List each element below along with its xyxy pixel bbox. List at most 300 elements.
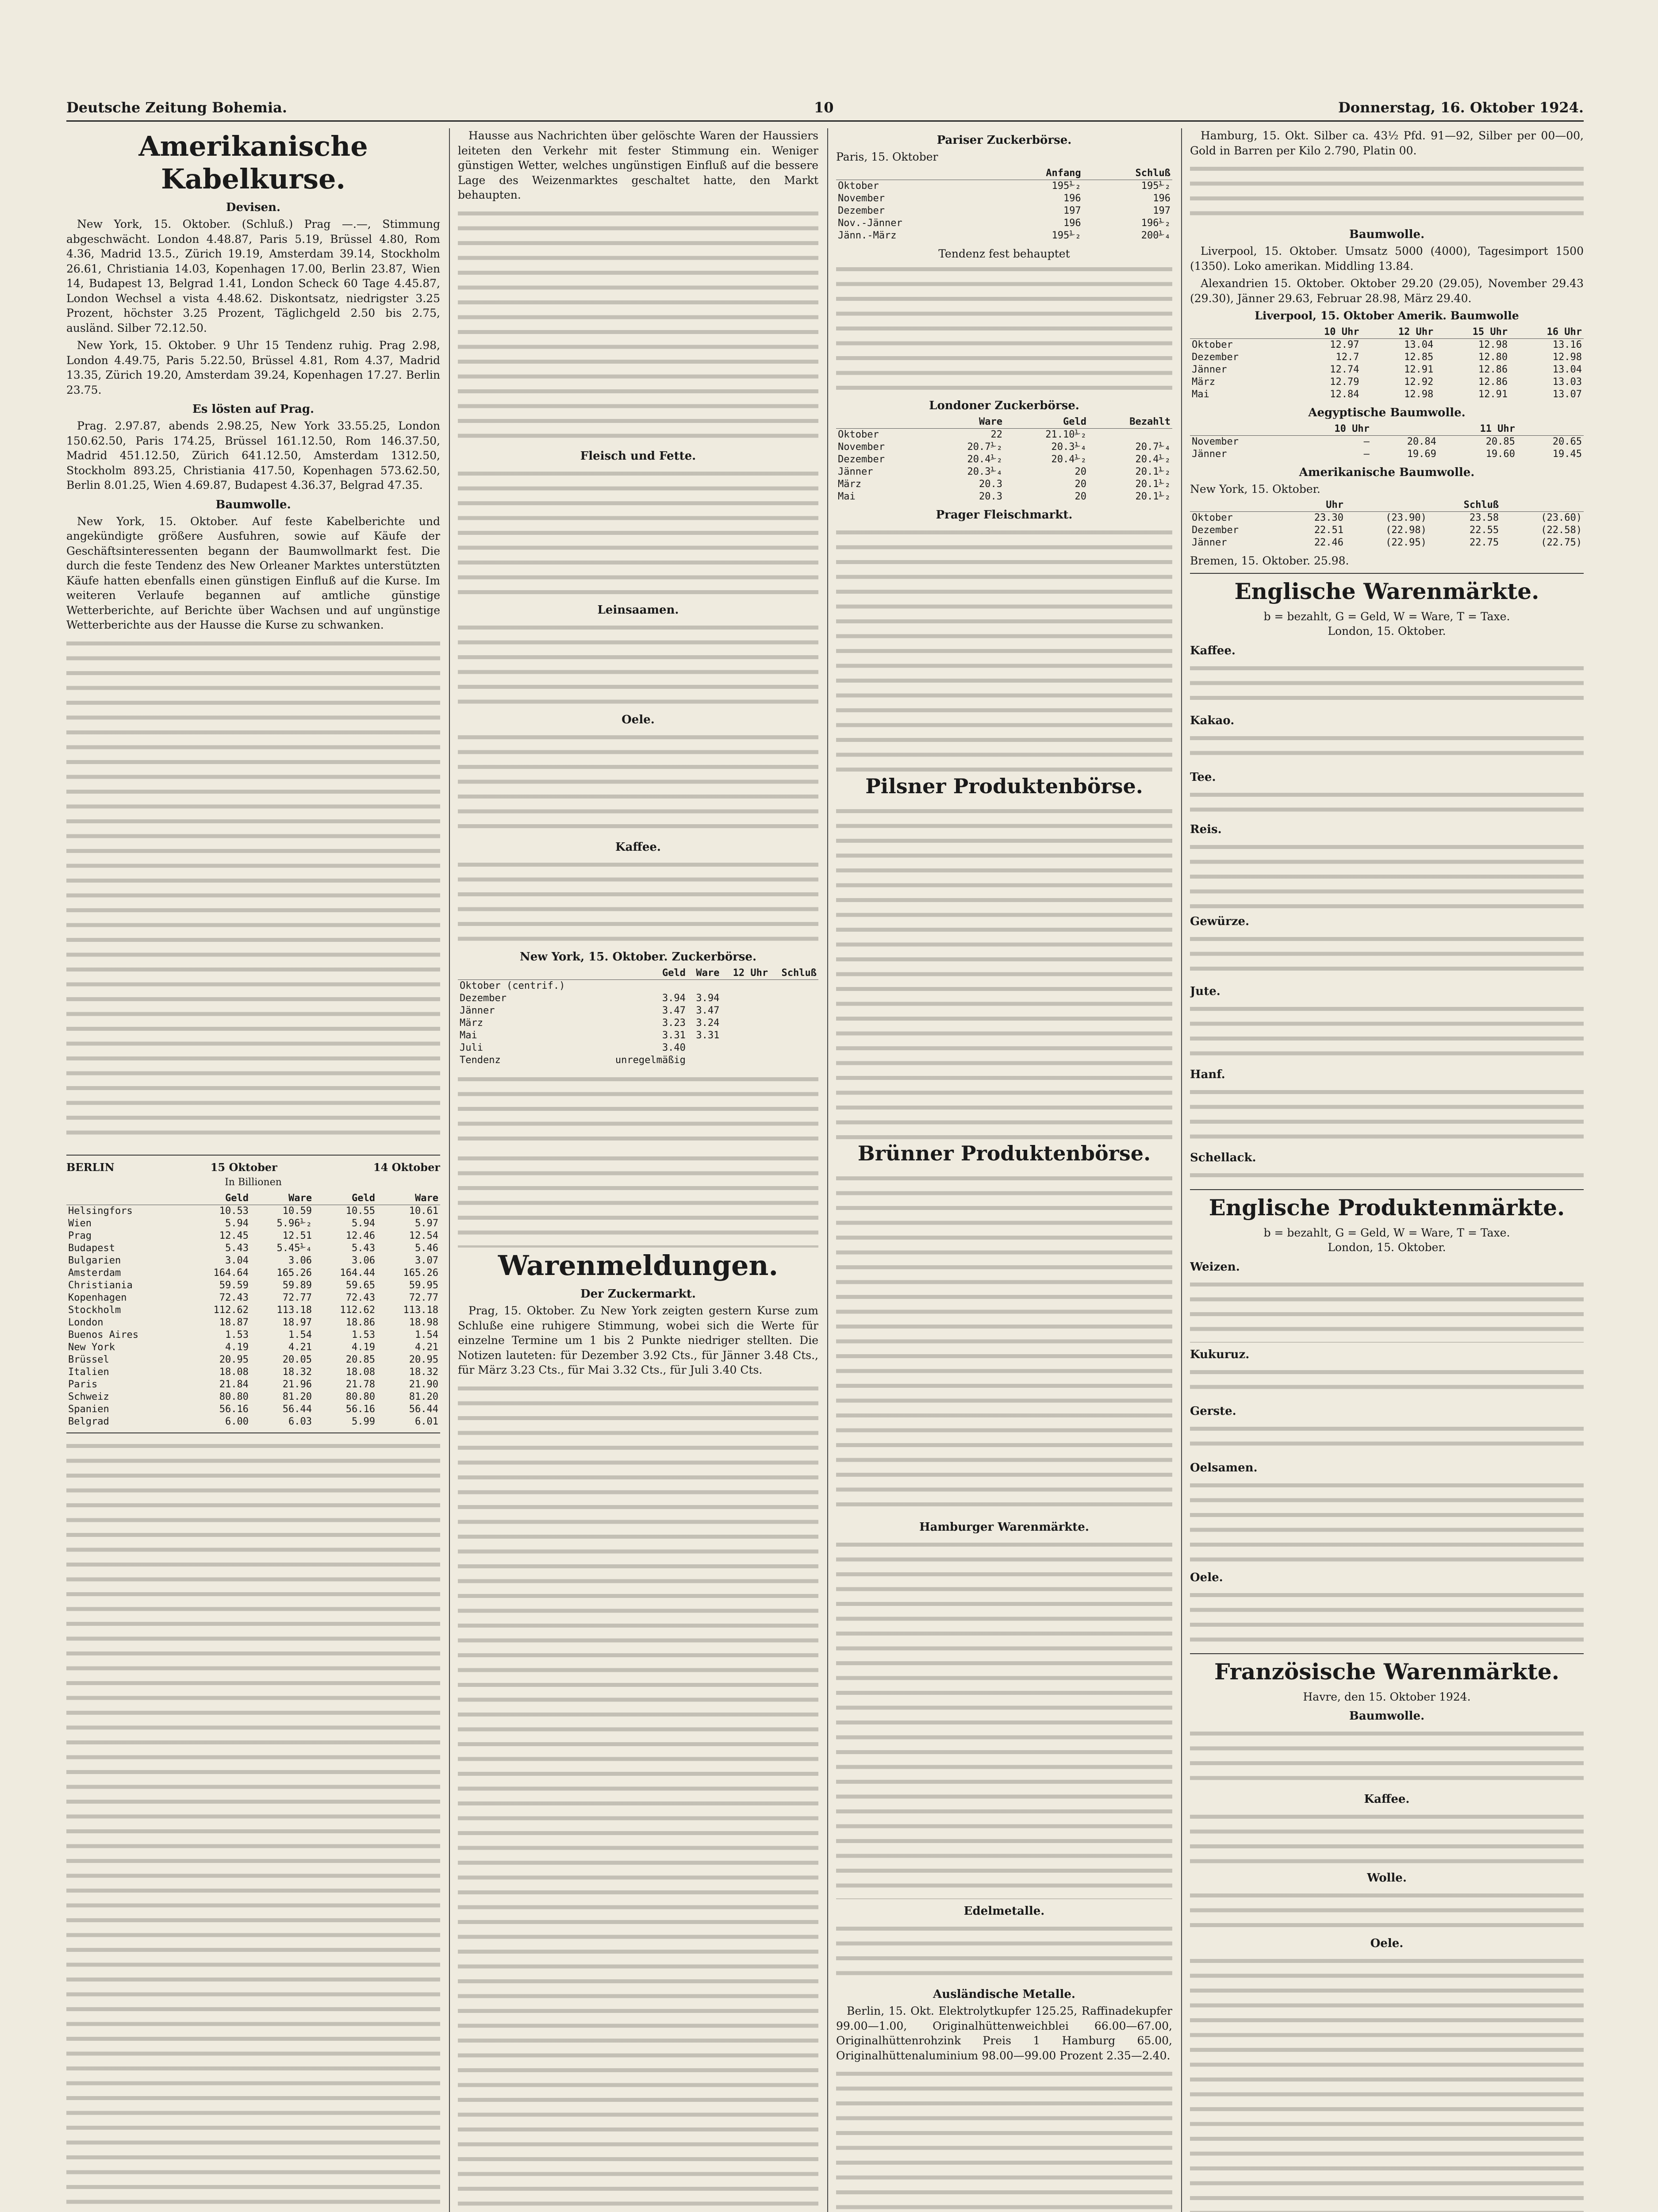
article-zuckermarkt: Prag, 15. Oktober. Zu New York zeigten gestern Kurse zum Schluße eine ruhigere Stimmung, wobei sich die Werte für einzelne Termine um 1 bis 2 Punkte niedriger stellten. Die Notizen lauteten: für Dezember 3.92 Cts., für Jänner 3.48 Cts., für März 3.23 Cts., für Mai 3.32 Cts., für Juli 3.40 Cts. [458,1304,818,1376]
article-continuation [836,2066,1172,2212]
subhead-franz-baumwolle: Baumwolle. [1349,1709,1425,1723]
london-zucker-row [836,429,1172,442]
table-header-cell: 12 Uhr [721,967,770,980]
table-cell: 4.19 [225,1342,249,1353]
pariser-terminmarkt [836,261,1172,394]
table-cell [721,1017,770,1029]
berlin-row [66,1354,440,1366]
table-cell: 3.40 [662,1042,686,1053]
table-cell: 22.46 [1314,537,1344,548]
subhead-londoner-zucker: Londoner Zuckerbörse. [929,399,1079,412]
table-cell: November [838,442,885,453]
subhead-fleisch: Fleisch und Fette. [580,449,696,463]
table-cell: 164.64 [213,1267,249,1279]
table-cell: 20.4⅟₂ [1135,454,1171,465]
table-cell: 3.06 [288,1255,312,1266]
table-cell: 18.98 [409,1317,438,1328]
table-cell: 21.78 [345,1379,375,1390]
divider [66,1432,440,1433]
article-continuation [1190,1725,1584,1787]
table-cell: 20 [1075,466,1086,477]
header-page-number: 10 [814,99,834,116]
subhead-kakao: Kakao. [1190,714,1235,727]
table-cell [770,1017,818,1029]
zucker-row [458,1054,818,1067]
article-continuation [1190,1084,1584,1146]
article-continuation [1190,1001,1584,1063]
subhead-prager-fleisch: Prager Fleischmarkt. [936,508,1073,522]
table-cell: Mai [838,491,856,502]
table-cell: 113.18 [276,1305,312,1316]
table-header-cell: Ware [377,1192,440,1205]
table-cell: 18.32 [282,1367,312,1378]
table-cell [770,1029,818,1042]
liverpool-table-title: Liverpool, 15. Oktober Amerik. Baumwolle [1255,309,1519,322]
table-cell: Nov.-Jänner [838,217,902,229]
subhead-jute: Jute. [1190,984,1220,998]
table-cell: 4.21 [415,1342,438,1353]
table-header-cell: Geld [187,1192,250,1205]
table-cell [721,1005,770,1017]
berlin-exchange-box [66,1150,440,2212]
subhead-oele: Oele. [622,713,655,726]
article-hamburg-silber: Hamburg, 15. Okt. Silber ca. 43½ Pfd. 91—92, Silber per 00—00, Gold in Barren per Kilo 2.790, Platin 00. [1190,129,1584,157]
table-cell: 20.1⅟₂ [1135,491,1171,502]
table-cell: 3.94 [662,992,686,1004]
subhead-aegypt-baumwolle: Aegyptische Baumwolle. [1308,406,1466,419]
table-cell: 1.53 [351,1329,375,1340]
table-cell: (23.60) [1541,512,1582,523]
subhead-zuckermarkt: Der Zuckermarkt. [580,1287,696,1301]
engl-prod-city: London, 15. Oktober. [1328,1241,1446,1254]
berlin-row [66,1230,440,1242]
table-cell: 112.62 [340,1305,375,1316]
table-cell: Schweiz [68,1391,109,1402]
table-cell: 20.3⅟₄ [967,466,1002,477]
table-cell: 18.97 [282,1317,312,1328]
table-cell: Helsingfors [68,1206,133,1217]
liverpool-row [1190,338,1584,351]
table-cell: 19.69 [1407,448,1436,460]
table-cell: 59.65 [345,1280,375,1291]
table-cell: Dezember [1192,351,1239,363]
table-cell: März [838,479,861,490]
liverpool-row [1190,388,1584,401]
table-header-cell: Ware [931,416,1004,429]
table-cell: 10.55 [345,1206,375,1217]
subhead-hamburger: Hamburger Warenmärkte. [919,1521,1089,1534]
engl-prod-legend: b = bezahlt, G = Geld, W = Ware, T = Taxe. [1263,1226,1510,1239]
article-continuation [1190,931,1584,979]
table-cell: New York [68,1342,115,1353]
table-cell: 6.01 [415,1416,438,1427]
subhead-oelsamen: Oelsamen. [1190,1461,1258,1475]
table-cell: 12.46 [345,1230,375,1241]
table-cell: 13.04 [1552,364,1582,375]
table-cell: 196 [1063,217,1081,229]
table-cell: 3.47 [696,1005,720,1016]
table-cell: 22.51 [1314,525,1344,536]
table-cell: (23.90) [1386,512,1427,523]
table-cell: November [838,192,885,204]
table-cell: Mai [460,1029,477,1041]
table-cell: 12.98 [1404,388,1434,400]
table-cell: 12.91 [1404,364,1434,375]
page-header [66,97,1584,122]
table-cell: 12.45 [219,1230,249,1241]
table-cell: 12.86 [1478,364,1508,375]
article-auslandsmetalle: Berlin, 15. Okt. Elektrolytkupfer 125.25, Raffinadekupfer 99.00—1.00, Originalhüttenweichblei 66.00—67.00, Originalhüttenrohzink Preis 1 Hamburg 65.00, Originalhüttenaluminium 98.00—99.00 Prozent 2.35—2.40. [836,2005,1172,2062]
table-cell: 196⅟₂ [1141,217,1171,229]
table-cell: 196 [1153,192,1171,204]
table-cell: Tendenz [460,1054,501,1066]
table-cell: 20.85 [345,1354,375,1365]
table-cell: Stockholm [68,1305,121,1316]
subhead-amerik-baumwolle: Amerikanische Baumwolle. [1299,465,1475,479]
berlin-table-header [66,1160,440,1175]
table-header-cell: Geld [314,1192,377,1205]
table-cell: 195⅟₂ [1052,230,1081,241]
table-cell: 5.94 [351,1218,375,1229]
table-cell: 12.54 [409,1230,438,1241]
subhead-kukuruz: Kukuruz. [1190,1348,1250,1361]
subhead-schellack: Schellack. [1190,1151,1256,1164]
berlin-row [66,1317,440,1329]
article-continuation [1190,161,1584,223]
section-title-engl-produkte: Englische Produktenmärkte. [1209,1194,1565,1221]
table-cell [770,992,818,1005]
berlin-title: BERLIN [66,1161,115,1174]
table-cell: 72.43 [345,1292,375,1303]
table-header-cell [66,1192,187,1205]
table-cell: 12.98 [1478,339,1508,350]
table-cell: Jänner [1192,537,1227,548]
amerik-city: New York, 15. Oktober. [1190,482,1320,495]
table-cell: 59.59 [219,1280,249,1291]
subhead-zuckerboerse: New York, 15. Oktober. Zuckerbörse. [519,950,757,964]
table-cell: 13.07 [1552,388,1582,400]
berlin-row [66,1391,440,1403]
table-cell: 1.54 [415,1329,438,1340]
berlin-date-1: 15 Oktober [210,1161,277,1174]
berlin-row [66,1403,440,1416]
table-cell: 80.80 [345,1391,375,1402]
table-cell: Oktober [838,180,879,192]
table-cell: 20.84 [1407,436,1436,447]
liverpool-row [1190,351,1584,364]
table-cell: 18.08 [345,1367,375,1378]
zucker-row [458,1017,818,1029]
table-cell: 20.3⅟₄ [1051,442,1086,453]
berlin-row [66,1255,440,1267]
franz-city: Havre, den 15. Oktober 1924. [1303,1690,1471,1703]
amerik-table [1190,499,1584,549]
table-header-cell: Anfang [993,167,1082,180]
section-title-franz-waren: Französische Warenmärkte. [1214,1658,1560,1685]
berlin-row [66,1292,440,1304]
article-continuation [1190,1809,1584,1866]
article-continuation [458,856,818,945]
table-cell [721,979,770,992]
table-header-cell [1190,423,1293,436]
divider [66,1155,440,1156]
table-cell: Jänner [1192,364,1227,375]
table-cell: 59.89 [282,1280,312,1291]
liverpool-row [1190,376,1584,388]
paris-zucker-row [836,192,1172,205]
column-2 [458,128,818,1142]
subhead-weizen: Weizen. [1190,1260,1240,1274]
subhead-franz-kaffee: Kaffee. [1364,1793,1410,1806]
column-rule [827,128,828,2212]
table-cell: 165.26 [403,1267,438,1279]
section-title-kabelkurse: Amerikanische Kabelkurse. [138,130,368,195]
table-cell: 3.31 [696,1029,720,1041]
paris-zucker-row [836,217,1172,230]
table-cell: 20.1⅟₂ [1135,479,1171,490]
table-cell: 18.87 [219,1317,249,1328]
berlin-row [66,1416,440,1428]
paris-zucker-row [836,230,1172,242]
subhead-leinsamen: Leinsaamen. [597,603,679,617]
berlin-row [66,1341,440,1354]
table-header-cell [1501,499,1584,512]
table-cell: Dezember [460,992,507,1004]
subhead-tee: Tee. [1190,770,1216,784]
table-cell: 4.21 [288,1342,312,1353]
article-continuation [1190,1421,1584,1456]
table-cell: 5.43 [351,1243,375,1254]
table-cell: 20.85 [1485,436,1515,447]
column-1 [66,128,440,1142]
london-zucker-row [836,466,1172,478]
table-header-cell: 10 Uhr [1287,326,1361,339]
zucker-row [458,1029,818,1042]
article-continuation [836,1170,1172,1515]
table-cell: 5.94 [225,1218,249,1229]
table-header-cell: Geld [595,967,687,980]
table-cell: 56.16 [345,1404,375,1415]
table-cell: Oktober [1192,339,1233,350]
subhead-hanf: Hanf. [1190,1068,1225,1081]
article-liverpool: Liverpool, 15. Oktober. Umsatz 5000 (4000), Tagesimport 1500 (1350). Loko amerikan. Middling 13.84. [1190,245,1584,273]
table-cell: 21.10⅟₂ [1045,429,1086,440]
table-cell [687,979,722,992]
table-cell: (22.98) [1386,525,1427,536]
subhead-baumwolle: Baumwolle. [215,498,291,511]
table-cell: 12.97 [1330,339,1359,350]
table-cell [770,1005,818,1017]
paris-zucker-table [836,167,1172,242]
table-cell: Dezember [838,454,885,465]
table-cell: 20.1⅟₂ [1135,466,1171,477]
exchange-quotations [66,1438,440,2212]
table-cell: 5.97 [415,1218,438,1229]
table-cell: — [1363,436,1370,447]
table-header-cell: 15 Uhr [1435,326,1509,339]
table-cell: 10.61 [409,1206,438,1217]
column-4 [1190,128,1584,2212]
subhead-baumwolle: Baumwolle. [1349,228,1425,241]
table-cell: 12.51 [282,1230,312,1241]
table-cell: 3.94 [696,992,720,1004]
divider [1190,1653,1584,1654]
zucker-row [458,992,818,1005]
table-cell: Amsterdam [68,1267,121,1279]
table-cell: 18.86 [345,1317,375,1328]
table-cell: 3.31 [662,1029,686,1041]
table-cell: 72.77 [409,1292,438,1303]
table-cell: 20.4⅟₂ [967,454,1002,465]
column-3 [836,128,1172,2212]
table-cell [687,1042,722,1054]
table-cell: 21.96 [282,1379,312,1390]
subhead-franz-wolle: Wolle. [1367,1871,1407,1885]
paris-date: Paris, 15. Oktober [836,150,938,163]
paris-tendenz: Tendenz fest behauptet [938,247,1070,260]
table-cell: 5.96⅟₂ [276,1218,312,1229]
aegypt-row [1190,435,1584,448]
table-cell: 20.3 [979,479,1002,490]
article-devisen: New York, 15. Oktober. (Schluß.) Prag —.—, Stimmung abgeschwächt. London 4.48.87, Paris 5.19, Brüssel 4.80, Rom 4.36, Madrid 13.5., Zürich 19.19, Amsterdam 39.14, Stockholm 26.61, Christiania 14.03, Kopenhagen 17.00, Berlin 23.87, Wien 14, Budapest 13, Belgrad 1.41, London Scheck 60 Tage 4.45.87, London Wechsel a vista 4.48.62. Diskontsatz, niedrigster 3.25 Prozent, höchster 3.25 Prozent, Täglichgeld 2.50 bis 2.75, ausländ. Silber 72.12.50. [66,218,440,334]
aegypt-row [1190,448,1584,461]
table-cell: 5.99 [351,1416,375,1427]
section-title-pilsner: Pilsner Produktenbörse. [865,774,1143,798]
table-cell: November [1192,436,1239,447]
table-cell: 165.26 [276,1267,312,1279]
table-cell: Italien [68,1367,109,1378]
table-cell: 56.44 [282,1404,312,1415]
table-header-cell: 10 Uhr [1293,423,1371,436]
table-cell: 12.84 [1330,388,1359,400]
table-cell: Spanien [68,1404,109,1415]
table-cell: 1.54 [288,1329,312,1340]
subhead-gewuerze: Gewürze. [1190,914,1250,928]
table-cell: 81.20 [409,1391,438,1402]
table-cell: 12.85 [1404,351,1434,363]
table-cell: 13.04 [1404,339,1434,350]
bremen-quote: Bremen, 15. Oktober. 25.98. [1190,554,1349,567]
article-continuation [836,803,1172,1139]
article-baumwolle: New York, 15. Oktober. Auf feste Kabelberichte und angekündigte größere Ausfuhren, sowie auf Käufe der Geschäftsinteressenten begann der Baumwollmarkt fest. Die durch die feste Tendenz des New Orleaner Marktes unterstützten Käufe hatten ebenfalls einen günstigen Einfluß auf die Kurse. Im weiteren Verlaufe begannen auf amtliche günstige Wetterberichte, auf Berichte über Wachsen und auf ungünstige Wetterberichte aus der Hausse die Kurse zu schwanken. [66,515,440,631]
table-cell: 12.79 [1330,376,1359,388]
table-cell: 20.05 [282,1354,312,1365]
berlin-table [66,1192,440,1428]
table-cell: Kopenhagen [68,1292,127,1303]
table-cell: 200⅟₄ [1141,230,1171,241]
subhead-oele-engl: Oele. [1190,1571,1223,1584]
table-cell: 20.95 [409,1354,438,1365]
aegypt-table [1190,423,1584,461]
table-cell: Mai [1192,388,1209,400]
table-cell [1088,429,1172,442]
liverpool-row [1190,364,1584,376]
table-cell: 20.65 [1552,436,1582,447]
table-cell: 3.04 [225,1255,249,1266]
amerik-row [1190,512,1584,525]
table-cell: 12.91 [1478,388,1508,400]
table-cell: 1.53 [225,1329,249,1340]
table-cell [721,992,770,1005]
table-cell: 59.95 [409,1280,438,1291]
table-cell: Brüssel [68,1354,109,1365]
table-header-cell: Geld [1004,416,1088,429]
paris-zucker-row [836,180,1172,192]
subhead-franz-oele: Oele. [1370,1937,1404,1950]
table-cell: Oktober [838,429,879,440]
table-cell: 5.43 [225,1243,249,1254]
article-continuation [66,635,440,1143]
article-continuation [458,619,818,708]
table-header-cell: 12 Uhr [1361,326,1435,339]
table-cell: Buenos Aires [68,1329,138,1340]
table-cell: Belgrad [68,1416,109,1427]
header-newspaper-name: Deutsche Zeitung Bohemia. [66,99,288,116]
table-header-cell: Schluß [770,967,818,980]
table-cell: 13.16 [1552,339,1582,350]
zucker-row [458,1042,818,1054]
table-cell: unregelmäßig [615,1054,686,1066]
divider [1190,1189,1584,1190]
table-cell: (22.95) [1386,537,1427,548]
berlin-row [66,1242,440,1255]
article-continuation [458,1380,818,2212]
table-header-cell: Ware [687,967,722,980]
table-cell: 10.53 [219,1206,249,1217]
table-cell: März [1192,376,1215,388]
table-cell: 12.98 [1552,351,1582,363]
london-zucker-row [836,453,1172,466]
table-cell: 20.3 [979,491,1002,502]
table-header-cell [1517,423,1584,436]
berlin-row [66,1279,440,1292]
article-continuation [1190,730,1584,765]
article-continuation [1190,1276,1584,1343]
table-cell: 195⅟₂ [1052,180,1081,192]
table-cell: 13.03 [1552,376,1582,388]
table-cell: 113.18 [403,1305,438,1316]
table-cell: 6.03 [288,1416,312,1427]
table-cell: 81.20 [282,1391,312,1402]
article-continuation [1190,1887,1584,1932]
table-cell: Jänner [838,466,873,477]
berlin-row [66,1217,440,1230]
table-cell: 19.60 [1485,448,1515,460]
subhead-devisen: Devisen. [226,201,281,214]
table-cell: 20 [1075,479,1086,490]
table-header-cell: Bezahlt [1088,416,1172,429]
engl-waren-city: London, 15. Oktober. [1328,625,1446,637]
table-cell: 21.84 [219,1379,249,1390]
zucker-row [458,1005,818,1017]
engl-waren-legend: b = bezahlt, G = Geld, W = Ware, T = Taxe. [1263,610,1510,623]
table-cell: März [460,1017,483,1029]
article-continuation [1190,1477,1584,1566]
berlin-row [66,1379,440,1391]
table-header-cell [1371,423,1438,436]
table-cell: 3.23 [662,1017,686,1029]
table-header-cell: 11 Uhr [1438,423,1517,436]
table-cell: Prag [68,1230,92,1241]
table-cell: (22.58) [1541,525,1582,536]
table-cell: 3.24 [696,1017,720,1029]
table-cell: 112.62 [213,1305,249,1316]
table-cell [721,1029,770,1042]
table-cell: London [68,1317,104,1328]
warenmeldungen-box [458,1150,818,2212]
table-cell [770,1042,818,1054]
subhead-kaffee: Kaffee. [615,840,661,854]
